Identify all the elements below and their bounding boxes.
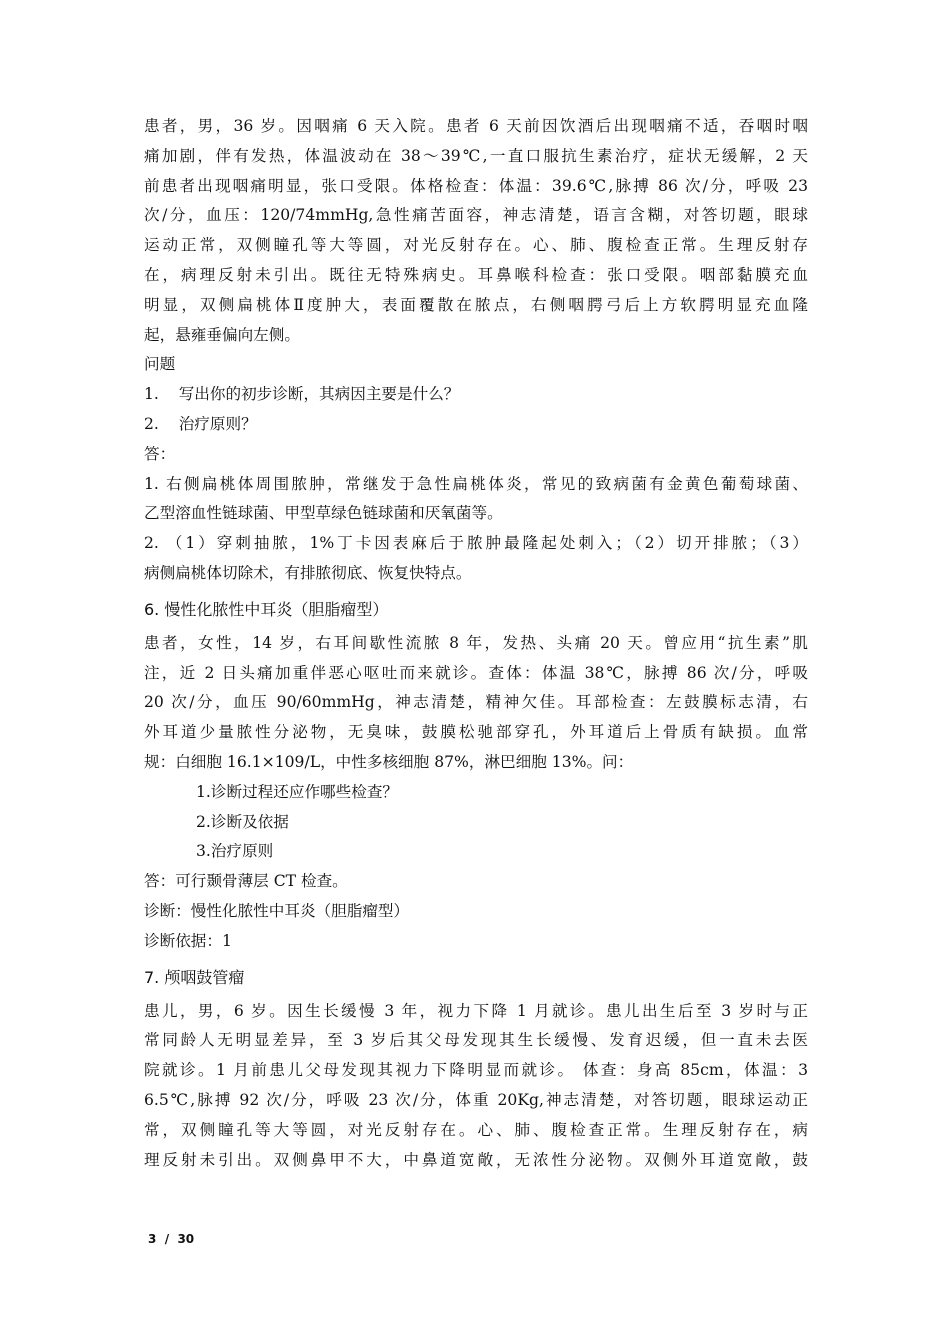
- case6-line-4: 外耳道少量脓性分泌物，无臭味，鼓膜松驰部穿孔，外耳道后上骨质有缺损。血常: [144, 723, 808, 742]
- case5-line-4: 次/分，血压：120/74mmHg,急性痛苦面容，神志清楚，语言含糊，对答切题，眼球: [144, 206, 808, 225]
- case7-line-6: 理反射未引出。双侧鼻甲不大，中鼻道宽敞，无浓性分泌物。双侧外耳道宽敞，鼓: [144, 1150, 808, 1169]
- case6-answer: 答：可行颞骨薄层 CT 检查。: [144, 872, 348, 891]
- case5-line-7: 明显，双侧扁桃体Ⅱ度肿大，表面覆散在脓点，右侧咽腭弓后上方软腭明显充血隆: [144, 295, 808, 314]
- case5-line-3: 前患者出现咽痛明显，张口受限。体格检查：体温：39.6℃,脉搏 86 次/分，呼吸 23: [144, 176, 808, 195]
- case5-answer-1-line-1: 1. 右侧扁桃体周围脓肿，常继发于急性扁桃体炎，常见的致病菌有金黄色葡萄球菌、: [144, 474, 808, 493]
- case5-question-1: 1. 写出你的初步诊断，其病因主要是什么？: [144, 385, 460, 404]
- case6-diagnosis: 诊断：慢性化脓性中耳炎（胆脂瘤型）: [144, 901, 410, 920]
- case6-heading: 6. 慢性化脓性中耳炎（胆脂瘤型）: [144, 599, 389, 619]
- case6-question-3: 3.治疗原则: [196, 842, 274, 861]
- case5-line-6: 在，病理反射未引出。既往无特殊病史。耳鼻喉科检查：张口受限。咽部黏膜充血: [144, 265, 808, 284]
- case5-question-2: 2. 治疗原则？: [144, 414, 257, 433]
- case5-answer-2-line-1: 2. （1）穿刺抽脓，1%丁卡因表麻后于脓肿最隆起处刺入；（2）切开排脓；（3）: [144, 534, 808, 553]
- case7-line-2: 常同龄人无明显差异，至 3 岁后其父母发现其生长缓慢、发育迟缓，但一直未去医: [144, 1031, 808, 1050]
- case6-line-3: 20 次/分，血压 90/60mmHg，神志清楚，精神欠佳。耳部检查：左鼓膜标志清，右: [144, 693, 808, 712]
- case5-line-5: 运动正常，双侧瞳孔等大等圆，对光反射存在。心、肺、腹检查正常。生理反射存: [144, 236, 808, 255]
- case6-question-1: 1.诊断过程还应作哪些检查？: [196, 782, 399, 801]
- case6-line-2: 注，近 2 日头痛加重伴恶心呕吐而来就诊。查体：体温 38℃，脉搏 86 次/分，呼吸: [144, 663, 808, 682]
- case5-line-2: 痛加剧，伴有发热，体温波动在 38～39℃,一直口服抗生素治疗，症状无缓解，2 天: [144, 146, 808, 165]
- document-page: [144, 112, 808, 1175]
- case7-line-3: 院就诊。1 月前患儿父母发现其视力下降明显而就诊。 体查：身高 85cm，体温：3: [144, 1061, 808, 1080]
- case5-answer-2-line-2: 病侧扁桃体切除术，有排脓彻底、恢复快特点。: [144, 563, 472, 582]
- page-number: 3 / 30: [148, 1232, 195, 1246]
- case5-line-1: 患者，男，36 岁。因咽痛 6 天入院。患者 6 天前因饮酒后出现咽痛不适，吞咽时咽: [144, 117, 808, 135]
- case6-basis: 诊断依据：1: [144, 931, 232, 950]
- case5-line-8: 起，悬雍垂偏向左侧。: [144, 325, 300, 344]
- case6-question-2: 2.诊断及依据: [196, 812, 289, 831]
- case7-line-4: 6.5℃,脉搏 92 次/分，呼吸 23 次/分，体重 20Kg,神志清楚，对答切题，眼球运动正: [144, 1090, 808, 1109]
- case6-line-5: 规：白细胞 16.1×109/L，中性多核细胞 87%，淋巴细胞 13%。问：: [144, 752, 634, 771]
- case7-line-5: 常，双侧瞳孔等大等圆，对光反射存在。心、肺、腹检查正常。生理反射存在，病: [144, 1120, 808, 1139]
- case5-answer-1-line-2: 乙型溶血性链球菌、甲型草绿色链球菌和厌氧菌等。: [144, 504, 503, 523]
- case7-heading: 7. 颅咽鼓管瘤: [144, 967, 245, 987]
- case5-answer-label: 答：: [144, 444, 176, 463]
- case6-line-1: 患者，女性，14 岁，右耳间歇性流脓 8 年，发热、头痛 20 天。曾应用“抗生素”肌: [144, 633, 808, 652]
- case5-question-label: 问题: [144, 355, 176, 374]
- case7-line-1: 患儿，男，6 岁。因生长缓慢 3 年，视力下降 1 月就诊。患儿出生后至 3 岁时与正: [144, 1001, 808, 1020]
